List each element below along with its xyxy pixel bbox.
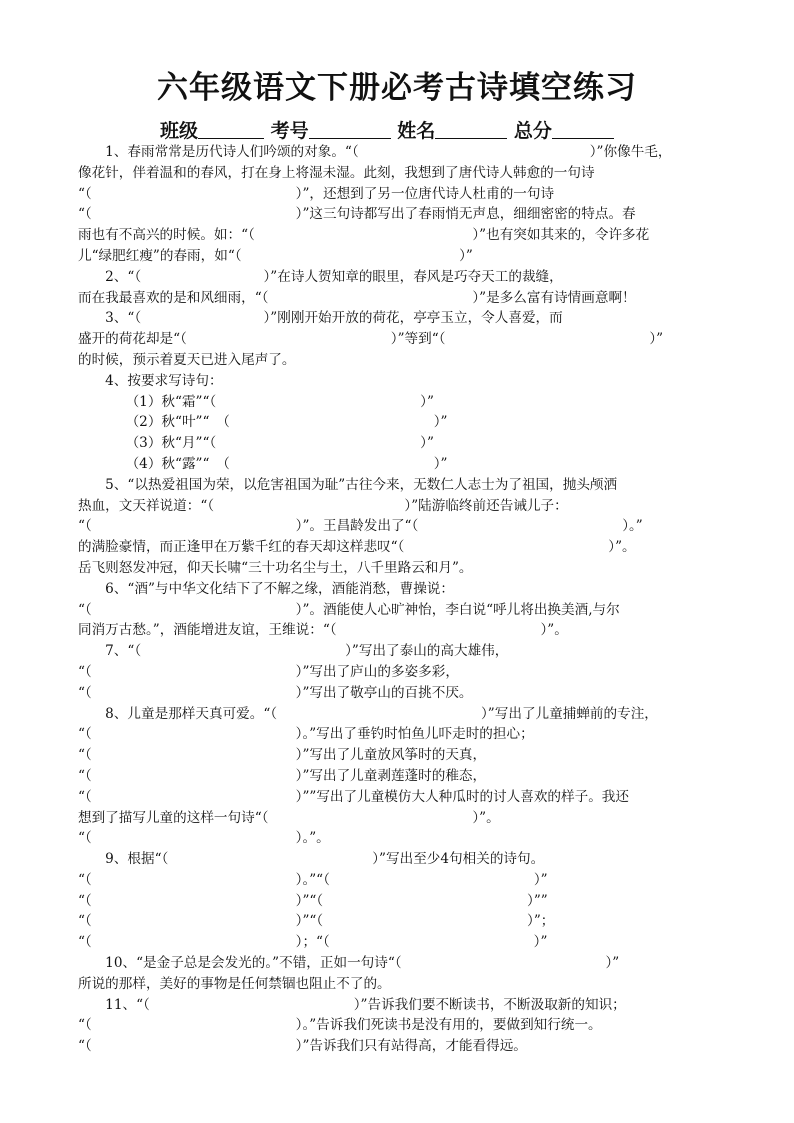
text-line: 3、“（ ）”刚刚开始开放的荷花，亭亭玉立，令人喜爱，而 bbox=[78, 310, 563, 327]
text-line: 而在我最喜欢的是和风细雨，“（ ）”是多么富有诗情画意啊！ bbox=[78, 289, 636, 306]
exam-number-blank[interactable] bbox=[309, 122, 391, 139]
text-line: 6、“酒”与中华文化结下了不解之缘，酒能消愁，曹操说： bbox=[78, 580, 454, 597]
text-line: 盛开的荷花却是“（ ）”等到“（ ）” bbox=[78, 331, 664, 348]
text-line: “（ ）。”。 bbox=[78, 830, 330, 847]
text-line: （4）秋“露”“ （ ）” bbox=[78, 455, 448, 472]
class-label: 班级 bbox=[160, 120, 199, 142]
page-title: 六年级语文下册必考古诗填空练习 bbox=[157, 70, 637, 106]
text-line: 同消万古愁。”，酒能增进友谊，王维说：“（ ）”。 bbox=[78, 622, 568, 639]
text-line: “（ ）；“（ ）” bbox=[78, 934, 548, 951]
text-line: “（ ）”。酒能使人心旷神怡，李白说“呼儿将出换美酒,与尔 bbox=[78, 601, 620, 618]
total-score-blank[interactable] bbox=[552, 122, 614, 139]
text-line: 岳飞则怒发冲冠，仰天长啸“三十功名尘与土，八千里路云和月”。 bbox=[78, 559, 473, 576]
text-line: 儿“绿肥红瘦”的春雨，如“（ ）” bbox=[78, 247, 473, 264]
text-line: （1）秋“霜”“（ ）” bbox=[78, 393, 434, 410]
text-line: “（ ）”这三句诗都写出了春雨悄无声息，细细密密的特点。春 bbox=[78, 206, 636, 223]
text-line: 11、“（ ）”告诉我们要不断读书，不断汲取新的知识； bbox=[78, 996, 626, 1013]
text-line: “（ ）”“（ ）”； bbox=[78, 913, 555, 930]
class-blank[interactable] bbox=[198, 122, 264, 139]
text-line: “（ ）”写出了儿童放风筝时的天真， bbox=[78, 747, 487, 764]
total-score-label: 总分 bbox=[513, 120, 552, 142]
text-line: “（ ）。”“（ ）” bbox=[78, 871, 548, 888]
text-line: “（ ）”，还想到了另一位唐代诗人杜甫的一句诗 bbox=[78, 185, 555, 202]
text-line: “（ ）”写出了庐山的多姿多彩， bbox=[78, 663, 459, 680]
text-line: （3）秋“月”“（ ）” bbox=[78, 435, 434, 452]
text-line: 的满脸豪情，而正逢甲在万紫千红的春天却这样悲叹“（ ）”。 bbox=[78, 539, 636, 556]
text-line: 2、“（ ）”在诗人贺知章的眼里，春风是巧夺天工的裁缝， bbox=[78, 268, 563, 285]
text-line: 4、按要求写诗句： bbox=[78, 372, 223, 389]
text-line: （2）秋“叶”“ （ ）” bbox=[78, 414, 448, 431]
text-line: “（ ）。”告诉我们死读书是没有用的，要做到知行统一。 bbox=[78, 1017, 602, 1034]
text-line: “（ ）”。王昌龄发出了“（ ）。” bbox=[78, 518, 643, 535]
text-line: 的时候，预示着夏天已进入尾声了。 bbox=[78, 351, 296, 368]
text-line: 想到了描写儿童的这样一句诗“（ ）”。 bbox=[78, 809, 500, 826]
text-line: 像花针，伴着温和的春风，打在身上将湿未湿。此刻，我想到了唐代诗人韩愈的一句诗 bbox=[78, 164, 595, 181]
student-info-row bbox=[160, 116, 614, 143]
text-line: 热血，文天祥说道：“（ ）”陆游临终前还告诫儿子： bbox=[78, 497, 568, 514]
question-body bbox=[78, 142, 726, 1057]
text-line: 10、“是金子总是会发光的。”不错，正如一句诗“（ ）” bbox=[78, 955, 620, 972]
text-line: “（ ）”写出了儿童剥莲蓬时的稚态， bbox=[78, 767, 487, 784]
text-line: 雨也有不高兴的时候。如：“（ ）”也有突如其来的，令许多花 bbox=[78, 227, 650, 244]
text-line: 8、儿童是那样天真可爱。“（ ）”写出了儿童捕蝉前的专注， bbox=[78, 705, 658, 722]
name-label: 姓名 bbox=[397, 120, 436, 142]
text-line: 1、春雨常常是历代诗人们吟颂的对象。“（ ）”你像牛毛， bbox=[78, 144, 672, 160]
text-line: 7、“（ ）”写出了泰山的高大雄伟， bbox=[78, 643, 509, 660]
text-line: “（ ）。”写出了垂钓时怕鱼儿吓走时的担心； bbox=[78, 726, 534, 743]
exam-number-label: 考号 bbox=[270, 120, 309, 142]
text-line: 所说的那样，美好的事物是任何禁锢也阻止不了的。 bbox=[78, 975, 391, 992]
text-line: “（ ）””写出了儿童模仿大人种瓜时的讨人喜欢的样子。我还 bbox=[78, 788, 629, 805]
text-line: “（ ）”写出了敬亭山的百挑不厌。 bbox=[78, 684, 473, 701]
text-line: 9、根据“（ ）”写出至少4句相关的诗句。 bbox=[78, 851, 545, 868]
text-line: “（ ）”“（ ）”” bbox=[78, 892, 548, 909]
text-line: “（ ）”告诉我们只有站得高，才能看得远。 bbox=[78, 1038, 527, 1055]
text-line: 5、“以热爱祖国为荣，以危害祖国为耻”古往今来，无数仁人志士为了祖国，抛头颅洒 bbox=[78, 476, 618, 493]
name-blank[interactable] bbox=[435, 122, 507, 139]
